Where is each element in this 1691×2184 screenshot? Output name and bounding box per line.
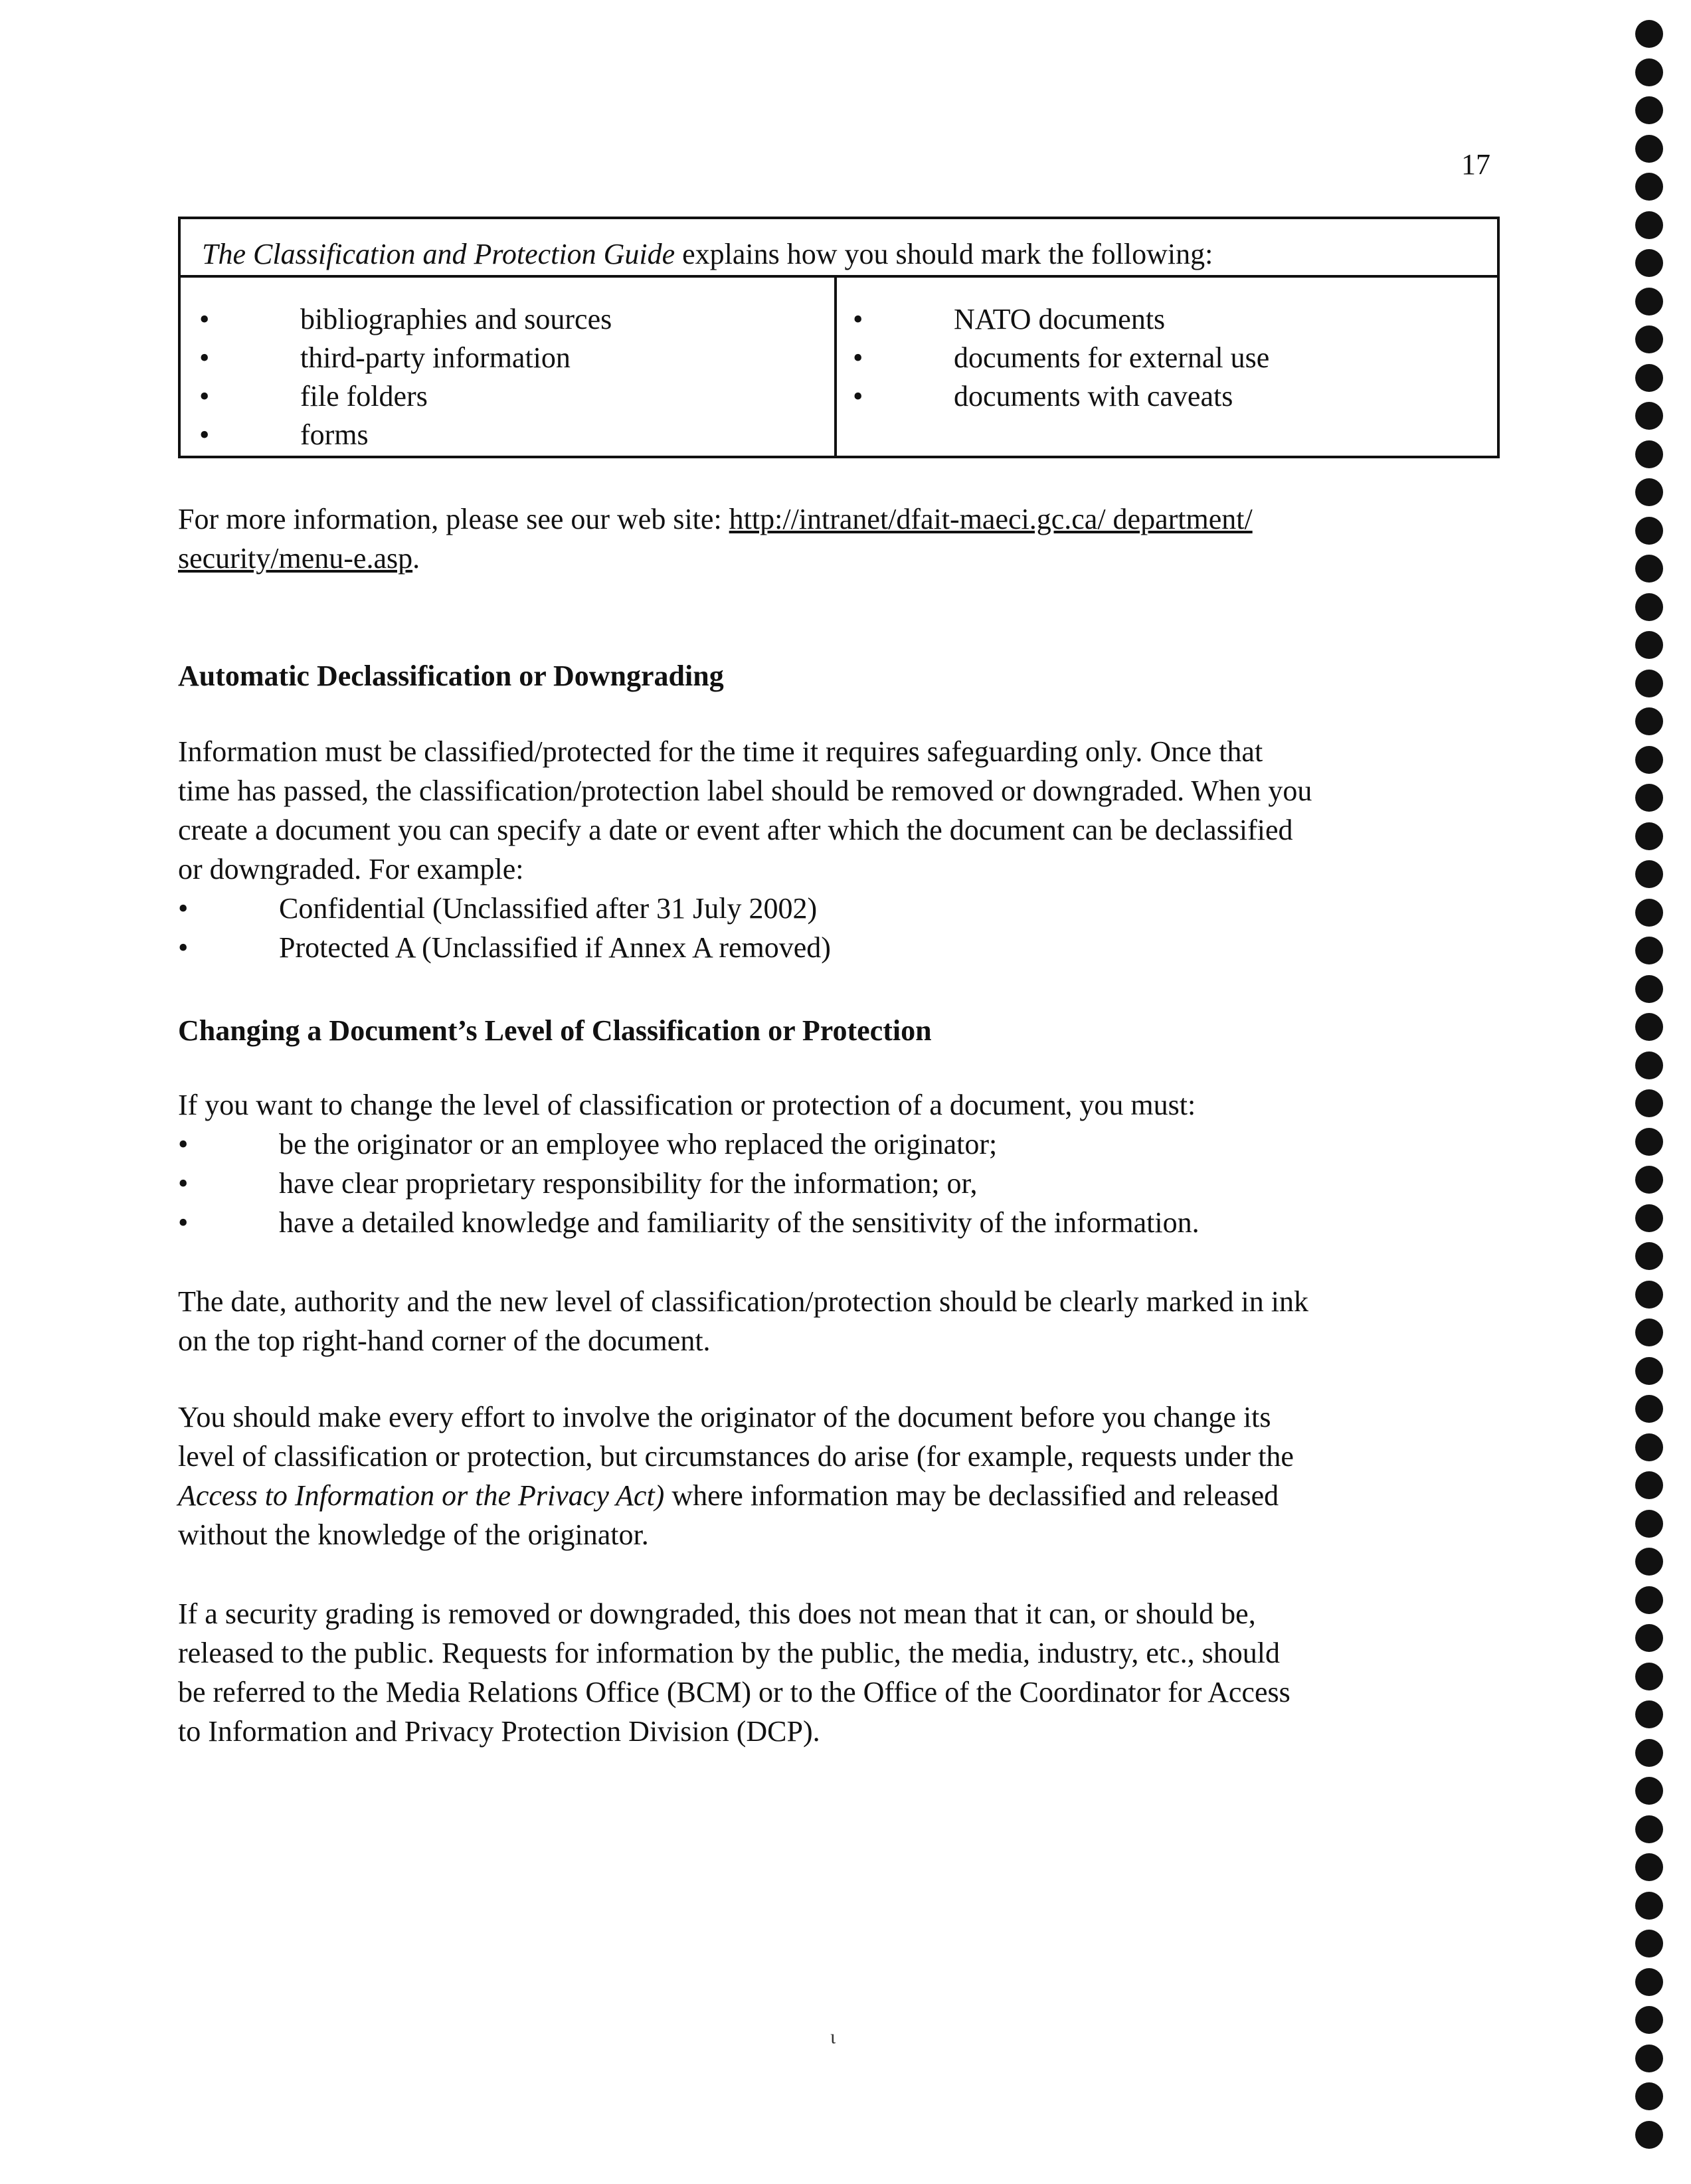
paragraph-line: on the top right-hand corner of the document. (178, 1324, 711, 1357)
binder-hole-icon (1635, 1930, 1663, 1957)
bullet-icon: • (199, 341, 210, 374)
binder-hole-icon (1635, 1663, 1663, 1690)
website-link-line1[interactable]: http://intranet/dfait-maeci.gc.ca/ department/ (729, 503, 1253, 535)
list-item-text: Confidential (Unclassified after 31 July 2002) (279, 892, 818, 925)
binder-hole-icon (1635, 1395, 1663, 1423)
page-number: 17 (1461, 148, 1490, 181)
declassification-paragraph (178, 732, 1506, 889)
binder-hole-icon (1635, 2121, 1663, 2149)
binder-hole-icon (1635, 478, 1663, 506)
list-item-text: have clear proprietary responsibility for the information; or, (279, 1167, 978, 1200)
section-heading-changing-level: Changing a Document’s Level of Classification or Protection (178, 1014, 932, 1047)
list-item-text: documents for external use (954, 341, 1270, 374)
list-item-text: NATO documents (954, 303, 1166, 335)
binder-hole-icon (1635, 2082, 1663, 2110)
paragraph-line: be referred to the Media Relations Office (BCM) or to the Office of the Coordinator for Access (178, 1676, 1290, 1708)
footer-mark: ι (830, 2026, 836, 2048)
binder-hole-icon (1635, 1548, 1663, 1576)
binder-hole-icon (1635, 860, 1663, 888)
binder-hole-icon (1635, 1471, 1663, 1499)
binder-hole-icon (1635, 2006, 1663, 2034)
paragraph-line: to Information and Privacy Protection Division (DCP). (178, 1715, 820, 1748)
list-item-text: Protected A (Unclassified if Annex A removed) (279, 931, 831, 964)
binder-hole-icon (1635, 1433, 1663, 1461)
binder-hole-icon (1635, 517, 1663, 545)
marking-paragraph (178, 1282, 1506, 1360)
binder-hole-icon (1635, 1204, 1663, 1232)
change-intro (178, 1085, 1506, 1125)
binder-hole-icon (1635, 746, 1663, 774)
binder-hole-icon (1635, 1853, 1663, 1881)
bullet-icon: • (178, 1206, 189, 1239)
binder-hole-icon (1635, 784, 1663, 812)
binder-hole-icon (1635, 364, 1663, 392)
bullet-icon: • (853, 303, 863, 335)
binder-hole-icon (1635, 58, 1663, 86)
act-title: Access to Information or the Privacy Act) (178, 1479, 665, 1512)
binder-hole-icon (1635, 96, 1663, 124)
binder-hole-icon (1635, 1281, 1663, 1309)
originator-paragraph (178, 1398, 1506, 1554)
binder-hole-icon (1635, 1013, 1663, 1041)
binder-hole-icon (1635, 899, 1663, 927)
binder-hole-icon (1635, 440, 1663, 468)
table-header-text: explains how you should mark the following: (675, 238, 1213, 270)
binder-hole-icon (1635, 1128, 1663, 1156)
binder-hole-icon (1635, 593, 1663, 621)
binder-hole-icon (1635, 288, 1663, 316)
bullet-icon: • (178, 931, 189, 964)
paragraph-line: without the knowledge of the originator. (178, 1518, 649, 1551)
paragraph-line: level of classification or protection, but circumstances do arise (for example, requests under the (178, 1440, 1294, 1473)
bullet-icon: • (853, 380, 863, 412)
list-item-text: be the originator or an employee who replaced the originator; (279, 1128, 998, 1160)
binder-hole-icon (1635, 1510, 1663, 1538)
binder-hole-icon (1635, 1586, 1663, 1614)
binder-hole-icon (1635, 402, 1663, 430)
binder-hole-icon (1635, 1624, 1663, 1652)
binder-hole-icon (1635, 975, 1663, 1003)
binder-hole-icon (1635, 1777, 1663, 1805)
bullet-icon: • (199, 380, 210, 412)
paragraph-line: time has passed, the classification/protection label should be removed or downgraded. When you (178, 774, 1312, 807)
paragraph-line: released to the public. Requests for information by the public, the media, industry, etc., should (178, 1637, 1280, 1669)
more-info-paragraph (178, 500, 1506, 578)
binder-hole-icon (1635, 2045, 1663, 2072)
binder-hole-icon (1635, 1968, 1663, 1996)
list-item-text: have a detailed knowledge and familiarity of the sensitivity of the information. (279, 1206, 1200, 1239)
binder-hole-icon (1635, 1892, 1663, 1920)
more-info-suffix: . (412, 542, 420, 575)
bullet-icon: • (178, 1167, 189, 1200)
bullet-icon: • (178, 1128, 189, 1160)
binder-hole-icon (1635, 707, 1663, 735)
guide-title: The Classification and Protection Guide (202, 238, 675, 270)
bullet-icon: • (178, 892, 189, 925)
section-heading-declassification: Automatic Declassification or Downgrading (178, 660, 724, 692)
paragraph-line: If a security grading is removed or downgraded, this does not mean that it can, or should be, (178, 1597, 1256, 1630)
paragraph-line: You should make every effort to involve the originator of the document before you change its (178, 1401, 1271, 1433)
binder-hole-icon (1635, 1051, 1663, 1079)
more-info-text: For more information, please see our web site: (178, 503, 729, 535)
bullet-icon: • (199, 303, 210, 335)
public-release-paragraph (178, 1594, 1506, 1751)
binder-hole-icon (1635, 1815, 1663, 1843)
list-item-text: documents with caveats (954, 380, 1233, 412)
binder-hole-icon (1635, 1700, 1663, 1728)
binder-hole-icon (1635, 1166, 1663, 1194)
classification-guide-table (178, 217, 1500, 458)
binder-holes (1635, 20, 1675, 2179)
list-item-text: third-party information (300, 341, 571, 374)
binder-hole-icon (1635, 631, 1663, 659)
binder-hole-icon (1635, 135, 1663, 163)
list-item-text: forms (300, 418, 369, 451)
binder-hole-icon (1635, 173, 1663, 201)
binder-hole-icon (1635, 1319, 1663, 1346)
paragraph-line: or downgraded. For example: (178, 853, 524, 885)
binder-hole-icon (1635, 211, 1663, 239)
paragraph-line: create a document you can specify a date or event after which the document can be declassified (178, 814, 1293, 846)
list-item-text: bibliographies and sources (300, 303, 612, 335)
binder-hole-icon (1635, 555, 1663, 583)
website-link-line2[interactable]: security/menu-e.asp (178, 542, 413, 575)
binder-hole-icon (1635, 325, 1663, 353)
paragraph-line: The date, authority and the new level of classification/protection should be clearly marked in ink (178, 1285, 1308, 1318)
binder-hole-icon (1635, 1242, 1663, 1270)
binder-hole-icon (1635, 249, 1663, 277)
binder-hole-icon (1635, 20, 1663, 48)
binder-hole-icon (1635, 670, 1663, 697)
binder-hole-icon (1635, 1357, 1663, 1385)
binder-hole-icon (1635, 1089, 1663, 1117)
column-divider (834, 278, 837, 456)
paragraph-line: If you want to change the level of classification or protection of a document, you must: (178, 1089, 1196, 1121)
table-header (181, 219, 1497, 278)
list-item-text: file folders (300, 380, 428, 412)
bullet-icon: • (853, 341, 863, 374)
paragraph-line: Information must be classified/protected for the time it requires safeguarding only. Once that (178, 735, 1263, 768)
binder-hole-icon (1635, 1739, 1663, 1767)
bullet-icon: • (199, 418, 210, 451)
paragraph-line: where information may be declassified and released (664, 1479, 1279, 1512)
binder-hole-icon (1635, 937, 1663, 964)
binder-hole-icon (1635, 822, 1663, 850)
